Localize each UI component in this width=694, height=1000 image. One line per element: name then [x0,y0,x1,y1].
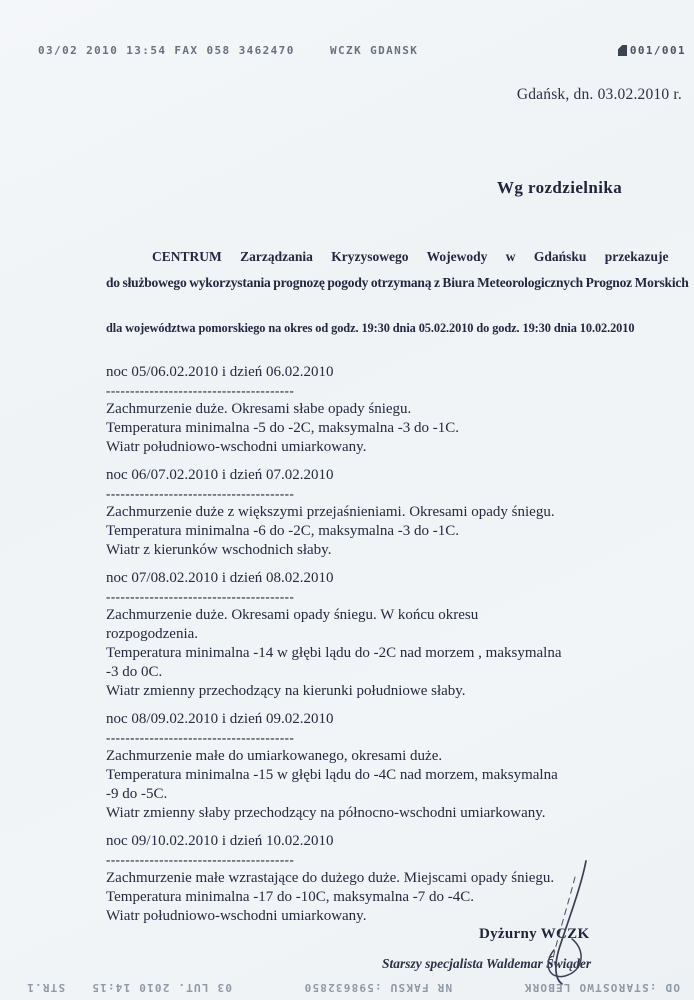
forecast-section [106,710,681,823]
section-heading: noc 05/06.02.2010 i dzień 06.02.2010 [106,364,334,380]
fax-page-icon [618,45,627,56]
forecast-line: Temperatura minimalna -14 w głębi lądu do -2C nad morzem , maksymalna [106,645,562,661]
section-heading: noc 06/07.02.2010 i dzień 07.02.2010 [106,467,334,483]
forecast-line: rozpogodzenia. [106,626,199,642]
intro-line-2: do służbowego wykorzystania prognozę pogody otrzymaną z Biura Meteorologicznych Prognoz Morskich [106,275,689,290]
section-divider: --------------------------------------- [106,731,295,744]
forecast-line: Temperatura minimalna -6 do -2C, maksymalna -3 do -1C. [106,523,460,539]
forecast-period: dla województwa pomorskiego na okres od godz. 19:30 dnia 05.02.2010 do godz. 19:30 dnia 10.02.2010 [106,320,635,335]
signature-role: Dyżurny WCZK [479,926,590,942]
footer-fax-number: NR FAKSU :598632850 [303,981,453,995]
document-date: Gdańsk, dn. 03.02.2010 r. [516,86,682,103]
forecast-section [106,466,681,560]
handwritten-signature [528,853,614,995]
forecast-line: Zachmurzenie duże. Okresami słabe opady śniegu. [106,401,412,417]
intro-line-1: CENTRUM Zarządzania Kryzysowego Wojewody w Gdańsku przekazuje [152,249,669,264]
fax-header [0,44,694,60]
signature-name: Starszy specjalista Waldemar Świąder [382,956,592,971]
forecast-line: Wiatr południowo-wschodni umiarkowany. [106,439,367,455]
forecast-line: Zachmurzenie małe do umiarkowanego, okresami duże. [106,748,443,764]
forecast-line: Wiatr z kierunków wschodnich słaby. [106,542,332,558]
forecast-line: Wiatr zmienny słaby przechodzący na północno-wschodni umiarkowany. [106,805,546,821]
footer-from: OD :STAROSTWO LEBORK [523,981,680,995]
fax-timestamp: 03/02 2010 13:54 FAX 058 3462470 [38,44,295,57]
section-heading: noc 07/08.02.2010 i dzień 08.02.2010 [106,570,334,586]
section-divider: --------------------------------------- [106,384,295,397]
forecast-section [106,363,681,457]
forecast-sections [106,363,681,935]
forecast-line: Wiatr zmienny przechodzący na kierunki południowe słaby. [106,683,466,699]
forecast-line: Temperatura minimalna -5 do -2C, maksymalna -3 do -1C. [106,420,460,436]
footer-page: STR.1 [26,981,66,995]
forecast-line: Wiatr południowo-wschodni umiarkowany. [106,908,367,924]
section-divider: --------------------------------------- [106,590,295,603]
forecast-line: Zachmurzenie małe wzrastające do dużego duże. Miejscami opady śniegu. [106,870,555,886]
forecast-line: -3 do 0C. [106,664,163,680]
footer-time-page [26,982,232,995]
footer-datetime: 03 LUT. 2010 14:15 [91,981,232,995]
addressee-line: Wg rozdzielnika [497,178,623,197]
fax-footer [0,980,694,996]
fax-page-count-text: 001/001 [629,44,686,57]
intro-paragraph [106,244,689,296]
section-divider: --------------------------------------- [106,487,295,500]
fax-sender: WCZK GDANSK [330,44,419,57]
forecast-line: -9 do -5C. [106,786,168,802]
section-heading: noc 08/09.02.2010 i dzień 09.02.2010 [106,711,334,727]
forecast-line: Zachmurzenie duże z większymi przejaśnieniami. Okresami opady śniegu. [106,504,555,520]
forecast-line: Zachmurzenie duże. Okresami opady śniegu. W końcu okresu [106,607,479,623]
section-divider: --------------------------------------- [106,853,295,866]
fax-page-counter [618,44,686,57]
forecast-line: Temperatura minimalna -15 w głębi lądu do -4C nad morzem, maksymalna [106,767,558,783]
forecast-section [106,569,681,701]
forecast-line: Temperatura minimalna -17 do -10C, maksymalna -7 do -4C. [106,889,475,905]
section-heading: noc 09/10.02.2010 i dzień 10.02.2010 [106,833,334,849]
